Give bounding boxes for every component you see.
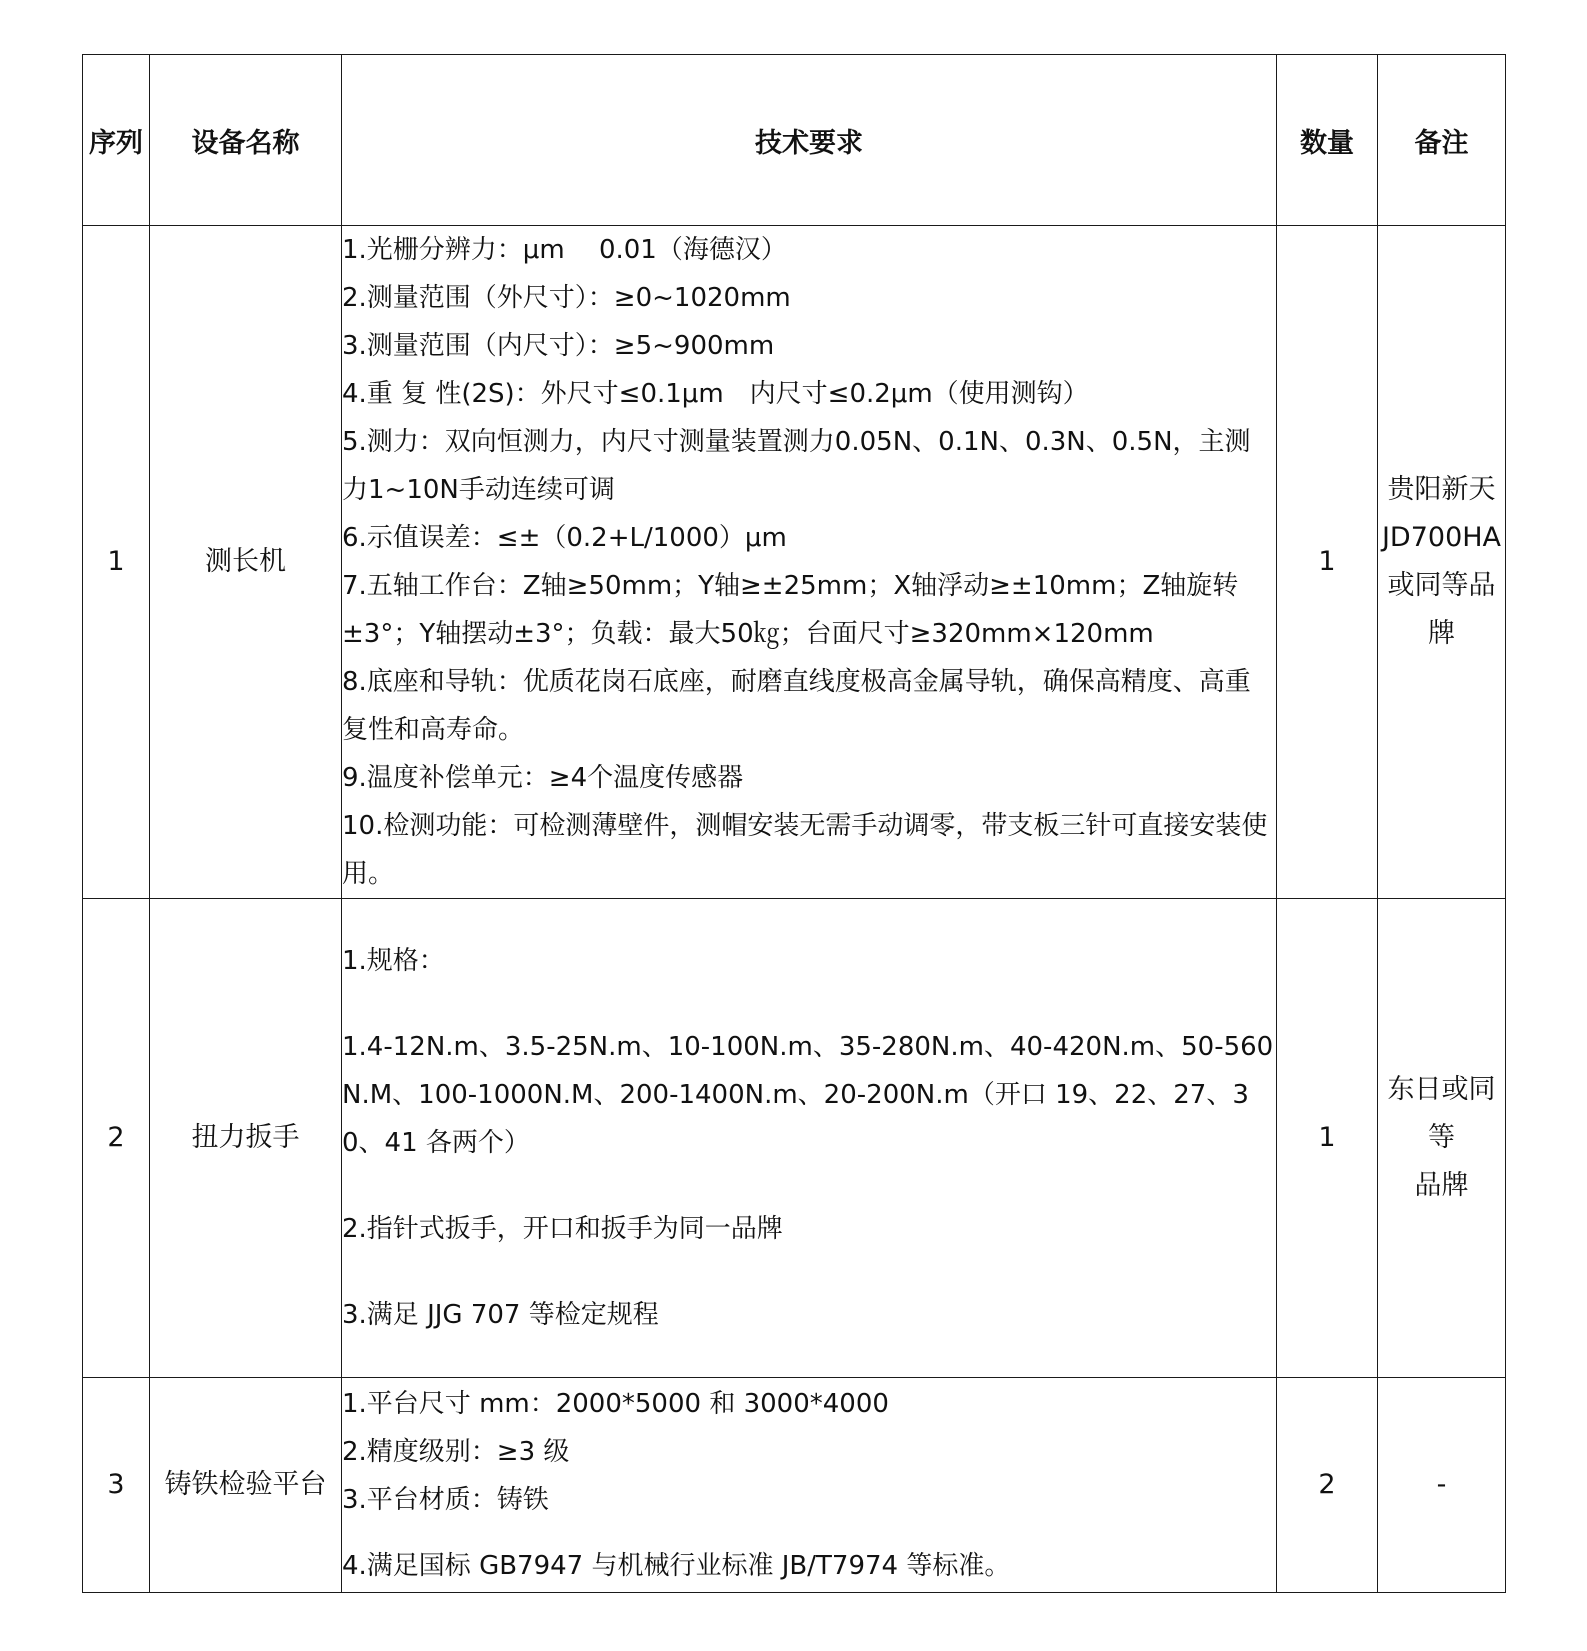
header-row: [83, 55, 1506, 226]
equipment-name: 铸铁检验平台: [150, 1378, 342, 1593]
paragraph-gap: [342, 1167, 1276, 1205]
requirement-line: 4.重 复 性(2S)：外尺寸≤0.1μm 内尺寸≤0.2μm（使用测钩）: [342, 379, 1089, 409]
remarks-cell: [1378, 899, 1506, 1378]
table-row: [83, 899, 1506, 1378]
quantity: 2: [1277, 1378, 1378, 1593]
remark-line: JD700HA: [1381, 522, 1502, 553]
remark-line: -: [1436, 1469, 1447, 1500]
remark-line: 或同等品牌: [1387, 570, 1496, 649]
paragraph-gap: [342, 1524, 1276, 1542]
row-index: 1: [83, 226, 150, 899]
remark-line: 品牌: [1414, 1170, 1469, 1201]
header-quantity: 数量: [1277, 55, 1378, 226]
requirement-line: 2.精度级别：≥3 级: [342, 1437, 570, 1467]
requirement-line: 6.示值误差：≤±（0.2+L/1000）μm: [342, 523, 787, 553]
requirement-line: 7.五轴工作台：Z轴≥50mm；Y轴≥±25mm；X轴浮动≥±10mm；Z轴旋转±3°；Y轴摆动±3°；负载：最大50㎏；台面尺寸≥320mm×120mm: [342, 571, 1239, 649]
remark-line: 东日或同等: [1387, 1074, 1496, 1153]
header-requirements: 技术要求: [342, 55, 1277, 226]
quantity: 1: [1277, 226, 1378, 899]
requirement-line: 5.测力：双向恒测力，内尺寸测量装置测力0.05N、0.1N、0.3N、0.5N，主测力1~10N手动连续可调: [342, 427, 1251, 505]
header-name: 设备名称: [150, 55, 342, 226]
paragraph-gap: [342, 985, 1276, 1023]
requirement-line: 1.平台尺寸 mm：2000*5000 和 3000*4000: [342, 1389, 889, 1419]
requirement-line: 4.满足国标 GB7947 与机械行业标准 JB/T7974 等标准。: [342, 1551, 1011, 1581]
requirement-line: 8.底座和导轨：优质花岗石底座，耐磨直线度极高金属导轨，确保高精度、高重复性和高寿命。: [342, 667, 1251, 745]
header-index: 序列: [83, 55, 150, 226]
requirement-line: 1.规格：: [342, 946, 445, 976]
requirements-cell: [342, 1378, 1277, 1593]
requirement-line: 2.测量范围（外尺寸）：≥0~1020mm: [342, 283, 791, 313]
paragraph-gap: [342, 1253, 1276, 1291]
requirements-cell: [342, 899, 1277, 1378]
requirement-line: 10.检测功能：可检测薄壁件，测帽安装无需手动调零，带支板三针可直接安装使用。: [342, 811, 1268, 889]
requirement-line: 3.满足 JJG 707 等检定规程: [342, 1300, 659, 1330]
requirement-line: 1.4-12N.m、3.5-25N.m、10-100N.m、35-280N.m、40-420N.m、50-560N.M、100-1000N.M、200-1400N.m、20-200N.m（开口 19、22、27、30、41 各两个）: [342, 1032, 1274, 1158]
requirements-cell: [342, 226, 1277, 899]
row-index: 3: [83, 1378, 150, 1593]
requirement-line: 3.平台材质：铸铁: [342, 1485, 549, 1515]
remarks-cell: [1378, 1378, 1506, 1593]
requirement-line: 2.指针式扳手，开口和扳手为同一品牌: [342, 1214, 783, 1244]
row-index: 2: [83, 899, 150, 1378]
requirement-line: 9.温度补偿单元：≥4个温度传感器: [342, 763, 744, 793]
equipment-name: 扭力扳手: [150, 899, 342, 1378]
quantity: 1: [1277, 899, 1378, 1378]
header-remarks: 备注: [1378, 55, 1506, 226]
equipment-spec-table: [82, 54, 1506, 1593]
remarks-cell: [1378, 226, 1506, 899]
table-row: [83, 226, 1506, 899]
table-row: [83, 1378, 1506, 1593]
remark-line: 贵阳新天: [1387, 474, 1496, 505]
requirement-line: 1.光栅分辨力：μm 0.01（海德汉）: [342, 235, 787, 265]
requirement-line: 3.测量范围（内尺寸）：≥5~900mm: [342, 331, 775, 361]
equipment-name: 测长机: [150, 226, 342, 899]
